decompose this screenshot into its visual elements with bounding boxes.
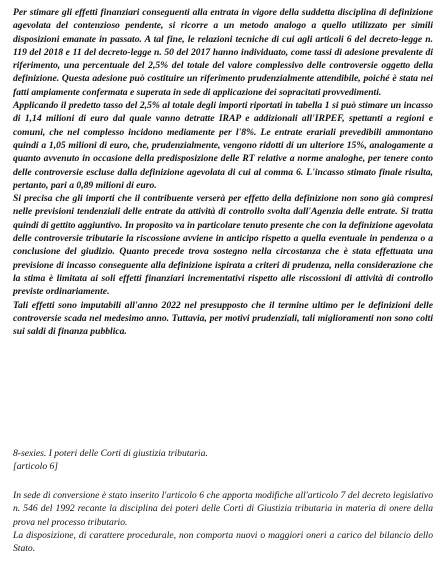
paragraph-no-costs: La disposizione, di carattere procedurale, non comporta nuovi o maggiori oneri a carico del bilancio dello Stato. <box>13 529 433 555</box>
paragraph-conversion-amendment: In sede di conversione è stato inserito l'articolo 6 che apporta modifiche all'articolo 7 del decreto legislativo n. 546 del 1992 recante la disciplina dei poteri delle Corti di Giustizia tributaria in materia di onere della prova nel processo tributario. <box>13 490 433 528</box>
section-body <box>13 489 433 555</box>
paragraph-additional-revenue: Si precisa che gli importi che il contribuente verserà per effetto della definizione non sono già compresi nelle previsioni tendenziali delle entrate da attività di controllo svolta dall'Agenzia delle entrate. Si tratta quindi di gettito aggiuntivo. In proposito va in particolare tenuto presente che con la definizione agevolata delle controversie tributarie la riscossione avviene in anticipo rispetto a quella eventuale in pendenza o a conclusione del giudizio. Quanto precede trova sostegno nella circostanza che è stata effettuata una previsione di incasso conseguente alla definizione ispirata a criteri di prudenza, nella considerazione che la stima è limitata ai soli effetti finanziari incrementativi rispetto alle riscossioni di attività di controllo previste ordinariamente. <box>13 193 433 298</box>
paragraph-fiscal-year: Tali effetti sono imputabili all'anno 2022 nel presupposto che il termine ultimo per le definizioni delle controversie scada nel medesimo anno. Tuttavia, per motivi prudenziali, tali miglioramenti non sono colti sui saldi di finanza pubblica. <box>13 299 433 338</box>
section-heading <box>13 447 433 474</box>
section-title: 8-sexies. I poteri delle Corti di giustizia tributaria. <box>13 448 208 459</box>
technical-report-body <box>13 6 433 338</box>
paragraph-rate-application: Applicando il predetto tasso del 2,5% al totale degli importi riportati in tabella 1 si può stimare un incasso di 1,14 milioni di euro dal quale vanno detratte IRAP e addizionali all'IRPEF, spettanti a regioni e comuni, che nel complesso incidono mediamente per l'8%. Le entrate erariali prevedibili ammontano quindi a 1,05 milioni di euro, che, prudenzialmente, vengono ridotti di un ulteriore 15%, analogamente a quanto avvenuto in occasione della predisposizione delle RT relative a norme analoghe, per tenere conto delle controversie escluse dalla definizione agevolata di cui al comma 6. L'incasso stimato finale risulta, pertanto, pari a 0,89 milioni di euro. <box>13 100 433 191</box>
paragraph-estimation-method: Per stimare gli effetti finanziari conseguenti alla entrata in vigore della suddetta disciplina di definizione agevolata del contenzioso pendente, si ricorre a un metodo analogo a quello utilizzato per simili disposizioni emanate in passato. A tal fine, le relazioni tecniche di cui agli articoli 6 del decreto-legge n. 119 del 2018 e 11 del decreto-legge n. 50 del 2017 hanno individuato, come tassi di adesione prevalente di riferimento, una percentuale del 2,5% del totale del valore complessivo delle controversie oggetto della definizione. Questa adesione può costituire un riferimento prudenzialmente attendibile, poiché è stata nei fatti ampiamente confermata e superata in sede di applicazione dei sopracitati provvedimenti. <box>13 7 433 98</box>
section-article-reference: [articolo 6] <box>13 461 59 473</box>
